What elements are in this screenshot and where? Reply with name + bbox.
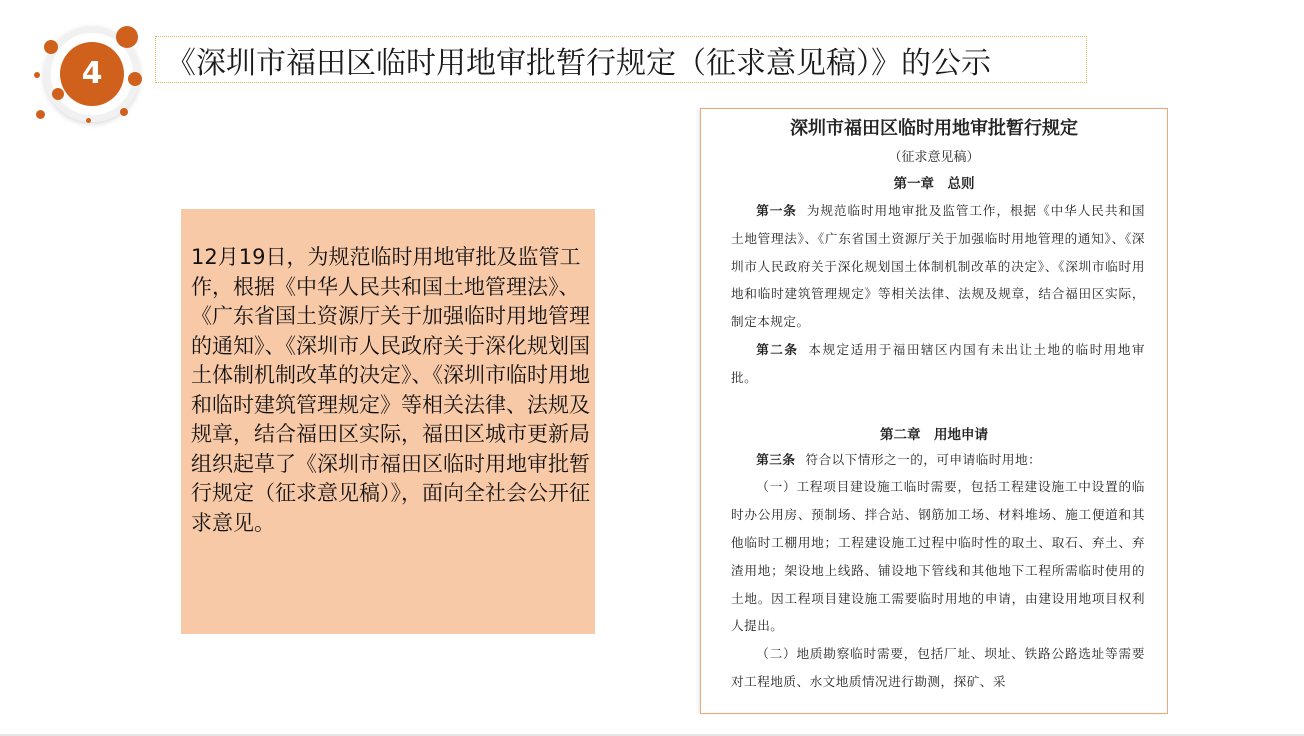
- article-3-text: 符合以下情形之一的，可申请临时用地：: [805, 451, 1042, 467]
- slide-title-box: [155, 36, 1087, 83]
- badge-dot: [120, 108, 128, 116]
- article-3-label: 第三条: [756, 451, 796, 467]
- article-1-label: 第一条: [756, 203, 797, 218]
- article-1-text: 为规范临时用地审批及监管工作，根据《中华人民共和国土地管理法》、《广东省国土资源厅关于加强临时用地管理的通知》、《深圳市人民政府关于深化规划国土体制机制改革的决定》、《深圳市临时用地和临时建筑管理规定》等相关法律、法规及规章，结合福田区实际，制定本规定。: [731, 203, 1146, 330]
- document-chapter-1: 第一章 总则: [893, 176, 975, 192]
- document-title: 深圳市福田区临时用地审批暂行规定: [790, 118, 1078, 139]
- article-3-item-1: （一）工程项目建设施工临时需要，包括工程建设施工中设置的临时办公用房、预制场、拌合站、钢筋加工场、材料堆场、施工便道和其他临时工棚用地；工程建设施工过程中临时性的取土、取石、弃土、弃渣用地；架设地上线路、铺设地下管线和其他地下工程所需临时使用的土地。因工程项目建设施工需要临时用地的申请，由建设用地项目权利人提出。: [731, 479, 1145, 634]
- document-image: [700, 108, 1168, 714]
- badge-dot: [116, 26, 138, 48]
- article-3: [701, 446, 1167, 474]
- badge-dot: [128, 72, 142, 86]
- badge-dot: [36, 110, 45, 119]
- summary-box: [181, 209, 595, 634]
- slide-title: 《深圳市福田区临时用地审批暂行规定（征求意见稿）》的公示: [166, 45, 991, 81]
- article-2: [701, 336, 1167, 392]
- article-3-item-2: （二）地质勘察临时需要，包括厂址、坝址、铁路公路选址等需要对工程地质、水文地质情况进行勘测，探矿、采: [731, 646, 1145, 689]
- article-2-label: 第二条: [756, 341, 799, 357]
- badge-dot: [34, 72, 40, 78]
- badge-dot: [52, 88, 64, 100]
- badge-dot: [86, 118, 91, 123]
- summary-text: 12月19日，为规范临时用地审批及监管工作，根据《中华人民共和国土地管理法》、《广东省国土资源厅关于加强临时用地管理的通知》、《深圳市人民政府关于深化规划国土体制机制改革的决定》、《深圳市临时用地和临时建筑管理规定》等相关法律、法规及规章，结合福田区实际，福田区城市更新局组织起草了《深圳市福田区临时用地审批暂行规定（征求意见稿）》，面向全社会公开征求意见。: [191, 245, 590, 535]
- document-chapter-2: 第二章 用地申请: [880, 426, 988, 443]
- section-number-badge: [30, 22, 160, 122]
- article-2-text: 本规定适用于福田辖区内国有未出让土地的临时用地审批。: [731, 341, 1146, 385]
- document-subtitle: （征求意见稿）: [888, 150, 980, 165]
- badge-dot: [44, 40, 58, 54]
- article-1: [701, 197, 1167, 336]
- section-number: 4: [60, 42, 124, 106]
